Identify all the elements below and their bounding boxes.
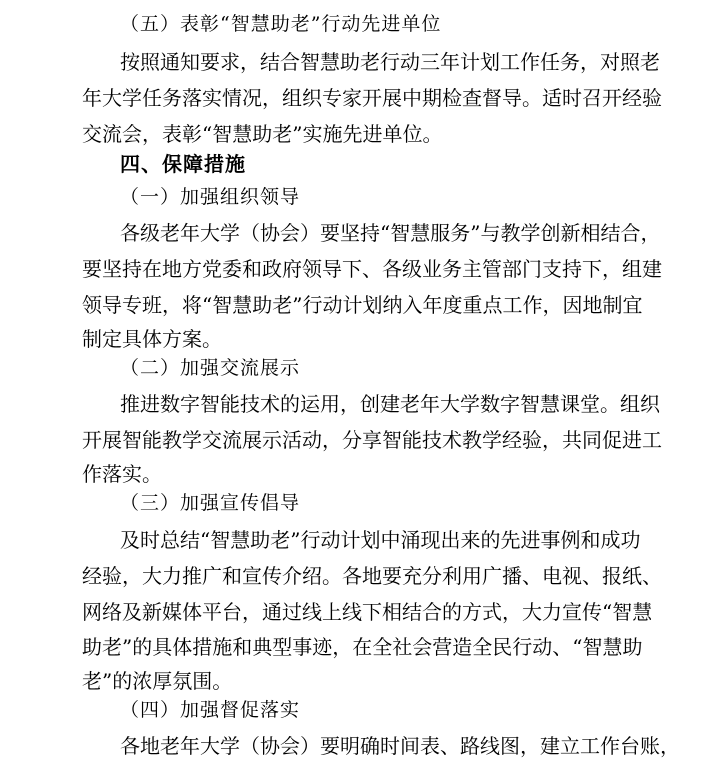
- paragraph-line: 老”的浓厚氛围。: [82, 669, 233, 693]
- paragraph-line: 开展智能教学交流展示活动，分享智能技术教学经验，共同促进工: [82, 428, 662, 452]
- paragraph-line: 年大学任务落实情况，组织专家开展中期检查督导。适时召开经验: [82, 86, 662, 110]
- subsection-1-heading: （一）加强组织领导: [120, 186, 301, 208]
- paragraph-line: 按照通知要求，结合智慧助老行动三年计划工作任务，对照老: [120, 50, 660, 74]
- section-5-heading: （五）表彰“智慧助老”行动先进单位: [120, 13, 442, 35]
- paragraph-line: 网络及新媒体平台，通过线上线下相结合的方式，大力宣传“智慧: [82, 600, 653, 624]
- paragraph-line: 要坚持在地方党委和政府领导下、各级业务主管部门支持下，组建: [82, 257, 662, 281]
- subsection-3-heading: （三）加强宣传倡导: [120, 492, 301, 514]
- section-4-heading: 四、保障措施: [120, 152, 246, 176]
- paragraph-line: 作落实。: [82, 462, 162, 486]
- paragraph-line: 助老”的具体措施和典型事迹，在全社会营造全民行动、“智慧助: [82, 635, 643, 659]
- subsection-2-heading: （二）加强交流展示: [120, 357, 301, 379]
- paragraph-line: 领导专班，将“智慧助老”行动计划纳入年度重点工作，因地制宜: [82, 293, 643, 317]
- paragraph-line: 推进数字智能技术的运用，创建老年大学数字智慧课堂。组织: [120, 392, 660, 416]
- paragraph-line: 各级老年大学（协会）要坚持“智慧服务”与教学创新相结合，: [120, 221, 661, 245]
- subsection-4-heading: （四）加强督促落实: [120, 699, 301, 721]
- paragraph-line: 制定具体方案。: [82, 327, 222, 351]
- paragraph-line: 及时总结“智慧助老”行动计划中涌现出来的先进事例和成功: [120, 528, 641, 552]
- paragraph-line: 各地老年大学（协会）要明确时间表、路线图，建立工作台账，: [120, 734, 680, 758]
- paragraph-line: 交流会，表彰“智慧助老”实施先进单位。: [82, 122, 443, 146]
- paragraph-line: 经验，大力推广和宣传介绍。各地要充分利用广播、电视、报纸、: [82, 564, 662, 588]
